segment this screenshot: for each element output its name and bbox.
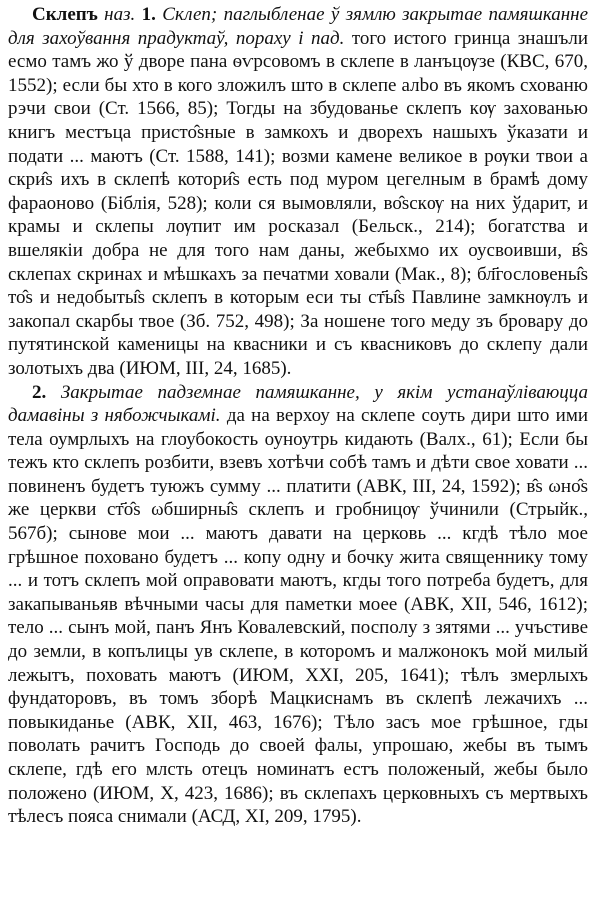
sense-1-gloss: Склеп; паглыбленае ў зямлю закрытае памяшканне для захоўвання прадуктаў, пораху і пад. [8, 4, 589, 49]
sense-2-paragraph [8, 381, 588, 829]
sense-2-number: 2. [32, 381, 47, 403]
sense-2-gloss: Закрытае падземнае памяшканне, у якім устанаўліваюцца дамавіны з нябожчыкамі. [8, 381, 589, 427]
sense-2-citations: да на верхоу на склепе соуть дири што ими тела оумрлыхъ на глоубокость оуноутрь кидають (Валх., 61); Если бы тежъ кто склепъ розбити, взевъ хотѣчи собѣ тамъ и дѣти свое ховати ... повиненъ будетъ туюжъ сумму ... платити (АВК, III, 24, 1592); в̂ѕ ωно̂ѕ же церкви ст҃о̂ѕ ωбширны̂ѕ склепъ и гробницѹ ўчинили (Стрыйк., 567б); сынове мои ... маютъ давати на церковь ... кгдѣ тѣло мое грѣшное поховано будетъ ... копу одну и бочку жита священнику тому ... и тотъ склепъ мой оправовати маютъ, кгды того потреба будетъ, для закапываньяв вѣчными часы для паметки моее (АВК, XII, 546, 1612); тело ... сынъ мой, панъ Янъ Ковалевский, посполу з зятями ... учъстиве до земли, в копълицы ув склепе, в которомъ и малжонокъ мой милый лежытъ, поховать маютъ (ИЮМ, XXI, 205, 1641); тѣлъ змерлыхъ фундаторовъ, въ томъ зборѣ Мацкиснамъ въ склепѣ лежачихъ ... повыкиданье (АВК, XII, 463, 1676); Тѣло засъ мое грѣшное, гды поволать рачитъ Господь до своей фалы, упрошаю, жебы въ тымъ склепе, гдѣ его млсть отецъ номинатъ естъ положеный, жебы было положено (ИЮМ, Х, 423, 1686); въ склепахъ церковныхъ съ мертвыхъ тѣлесъ пояса снимали (АСД, XI, 209, 1795). [8, 405, 589, 828]
sense-1-number: 1. [141, 4, 156, 25]
sense-1-paragraph [8, 3, 588, 381]
headword: Склепъ [32, 4, 98, 25]
sense-1-citations: того истого гринца знашъли есмо тамъ жо ў дворе пана ѳѵрсовомъ в склепе в ланъцѹзе (КВС, 670, 1552); если бы хто в кого зложилъ што в склепе алbо въ якомъ схованю рэчи свои (Ст. 1566, 85); Тогды на збудованье склепъ кѹ захованью книгъ местъца присто̂ѕные в замкохъ и дворехъ нашыхъ ўказати и подати ... маютъ (Ст. 1588, 141); возми камене великое в рѹки твои а скри̂ѕ ихъ в склепѣ котори̂ѕ есть под муром цегелным в брамѣ дому фараоново (Біблія, 528); коли ся вымовляли, во̂ѕскѹ на них ўдарит, и крамы и склепы лѹпит им росказал (Бельск., 214); богатства и вшелякіи добра не для того нам даны, жебыхмо их оусвоивши, в̂ѕ склепах скринах и мѣшкахъ за печатми ховали (Мак., 8); бл҃гословены̂ѕ то̂ѕ и недобыты̂ѕ склепъ в которым еси ты ст҃ы̂ѕ Павлине замкнѹлъ и закопал скарбы твое (Зб. 752, 498); За ношене того меду зъ бровару до путятинской каменицы на квасники и съ квасниковъ до склепу дали золотыхъ два (ИЮМ, III, 24, 1685). [8, 27, 589, 379]
part-of-speech: наз. [104, 4, 136, 25]
